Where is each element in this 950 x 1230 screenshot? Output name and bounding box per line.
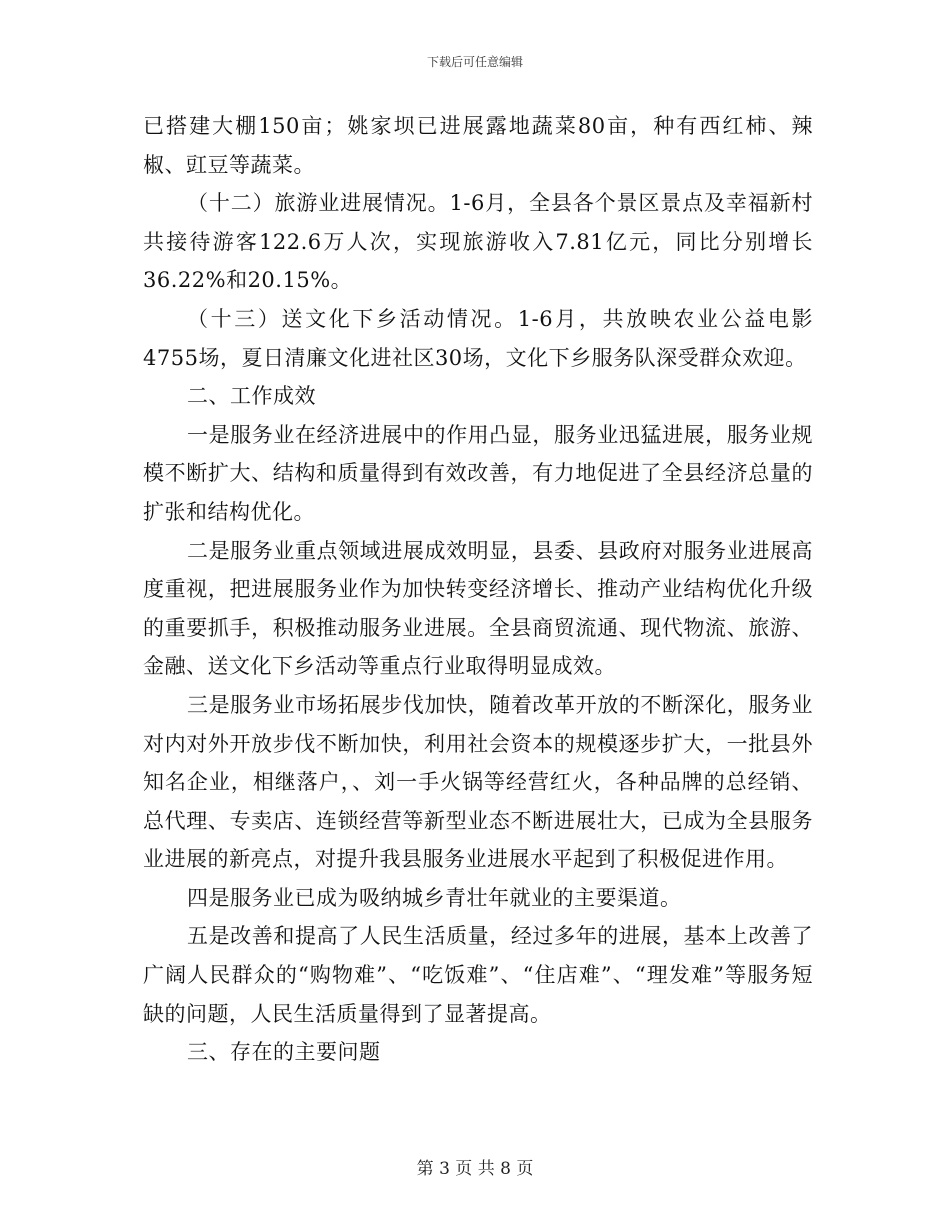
paragraph-result-4: 四是服务业已成为吸纳城乡青壮年就业的主要渠道。 [187, 885, 682, 910]
paragraph-result-3: 三是服务业市场拓展步伐加快，随着改革开放的不断深化，服务业对内对外开放步伐不断加快，利用社会资本的规模逐步扩大，一批县外知名企业，相继落户，、刘一手火锅等经营红火，各种品牌的总经销、总代理、专卖店、连锁经营等新型业态不断进展壮大，已成为全县服务业进展的新亮点，对提升我县服务业进展水平起到了积极促进作用。 [143, 692, 813, 872]
paragraph-vegetables: 已搭建大棚150亩；姚家坝已进展露地蔬菜80亩，种有西红柿、辣椒、豇豆等蔬菜。 [143, 114, 813, 177]
page-number: 第 3 页 共 8 页 [416, 1159, 534, 1179]
document-body [143, 107, 813, 1072]
paragraph-result-1: 一是服务业在经济进展中的作用凸显，服务业迅猛进展，服务业规模不断扩大、结构和质量得到有效改善，有力地促进了全县经济总量的扩张和结构优化。 [143, 422, 813, 524]
page-header: 下载后可任意编辑 [426, 55, 523, 69]
paragraph-result-2: 二是服务业重点领域进展成效明显，县委、县政府对服务业进展高度重视，把进展服务业作为加快转变经济增长、推动产业结构优化升级的重要抓手，积极推动服务业进展。全县商贸流通、现代物流、旅游、金融、送文化下乡活动等重点行业取得明显成效。 [143, 538, 813, 679]
paragraph-result-5: 五是改善和提高了人民生活质量，经过多年的进展，基本上改善了广阔人民群众的“购物难”、“吃饭难”、“住店难”、“理发难”等服务短缺的问题，人民生活质量得到了显著提高。 [143, 924, 813, 1026]
section-heading-results: 二、工作成效 [187, 384, 316, 409]
section-heading-problems: 三、存在的主要问题 [187, 1040, 381, 1065]
paragraph-tourism: （十二）旅游业进展情况。1-6月，全县各个景区景点及幸福新村共接待游客122.6万人次，实现旅游收入7.81亿元，同比分别增长36.22%和20.15%。 [143, 191, 813, 293]
paragraph-culture: （十三）送文化下乡活动情况。1-6月，共放映农业公益电影4755场，夏日清廉文化进社区30场，文化下乡服务队深受群众欢迎。 [143, 306, 813, 370]
